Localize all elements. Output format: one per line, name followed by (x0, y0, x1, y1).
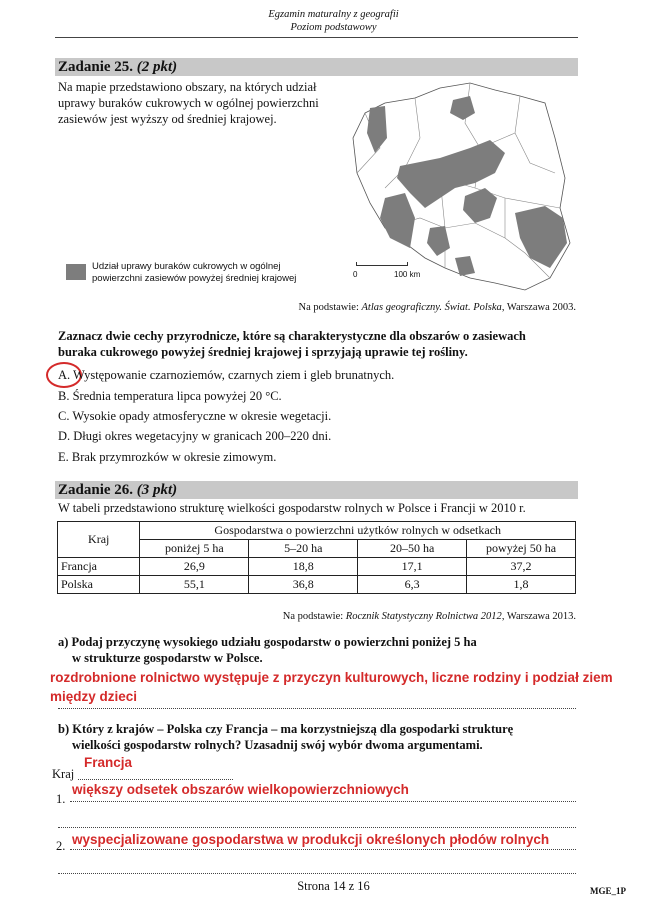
arg1-number: 1. (56, 792, 66, 806)
option-d[interactable]: D. Długi okres wegetacyjny w granicach 200–220 dni. (58, 429, 332, 443)
table-cell-country: Polska (58, 576, 140, 594)
farm-structure-table (57, 521, 576, 594)
table-col-header: powyżej 50 ha (467, 540, 576, 558)
table-cell: 36,8 (249, 576, 358, 594)
arg2-answer[interactable]: wyspecjalizowane gospodarstwa w produkcji określonych płodów rolnych (72, 832, 550, 847)
option-b[interactable]: B. Średnia temperatura lipca powyżej 20 °C. (58, 389, 282, 403)
exam-title: Egzamin maturalny z geografii (268, 9, 399, 20)
table-cell: 1,8 (467, 576, 576, 594)
task25-source: Na podstawie: Atlas geograficzny. Świat. Polska, Warszawa 2003. (298, 302, 576, 313)
table-row (58, 576, 576, 594)
task26-part-a: a) Podaj przyczynę wysokiego udziału gospodarstw o powierzchni poniżej 5 ha w strukturze gospodarstw w Polsce. (58, 635, 477, 665)
option-c[interactable]: C. Wysokie opady atmosferyczne w okresie wegetacji. (58, 409, 332, 423)
table-cell: 17,1 (358, 558, 467, 576)
arg2-dotline-2 (58, 872, 576, 874)
option-a[interactable]: A. Występowanie czarnoziemów, czarnych ziem i gleb brunatnych. (58, 368, 395, 382)
header-rule (55, 37, 578, 38)
table-col-header: 5–20 ha (249, 540, 358, 558)
exam-code: MGE_1P (590, 886, 626, 896)
arg1-dotline (70, 800, 576, 802)
kraj-dotline (78, 778, 233, 780)
table-cell-country: Francja (58, 558, 140, 576)
page-number: Strona 14 z 16 (297, 879, 370, 893)
table-cell: 26,9 (140, 558, 249, 576)
kraj-label: Kraj (52, 767, 75, 781)
table-cell: 55,1 (140, 576, 249, 594)
task26-source: Na podstawie: Rocznik Statystyczny Rolnictwa 2012, Warszawa 2013. (282, 611, 576, 622)
answer-a-dotline (58, 707, 576, 709)
arg1-dotline-2 (58, 826, 576, 828)
task25-title: Zadanie 25. (2 pkt) (58, 59, 178, 75)
option-e[interactable]: E. Brak przymrozków w okresie zimowym. (58, 450, 277, 464)
map-legend: Udział uprawy buraków cukrowych w ogólnej powierzchni zasiewów powyżej średniej krajowej (92, 261, 297, 284)
scale-label: 100 km (394, 270, 421, 279)
table-cell: 6,3 (358, 576, 467, 594)
table-group-header: Gospodarstwa o powierzchni użytków rolnych w odsetkach (140, 522, 576, 540)
answer-a[interactable]: rozdrobnione rolnictwo występuje z przyczyn kulturowych, liczne rodziny i podział ziem między dzieci (50, 670, 613, 704)
table-cell: 18,8 (249, 558, 358, 576)
task25-question: Zaznacz dwie cechy przyrodnicze, które są charakterystyczne dla obszarów o zasiewach buraka cukrowego powyżej średniej krajowej i sprzyjają uprawie tej rośliny. (58, 329, 526, 359)
poland-sugar-beet-map (345, 78, 580, 293)
task25-intro: Na mapie przedstawiono obszary, na których udział uprawy buraków cukrowych w ogólnej powierzchni zasiewów jest wyższy od średniej krajowej. (58, 80, 319, 126)
table-country-header: Kraj (58, 522, 140, 558)
scale-zero: 0 (353, 270, 358, 279)
task26-intro: W tabeli przedstawiono strukturę wielkości gospodarstw rolnych w Polsce i Francji w 2010 r. (58, 501, 526, 515)
table-cell: 37,2 (467, 558, 576, 576)
task26-title: Zadanie 26. (3 pkt) (58, 482, 178, 498)
arg2-number: 2. (56, 839, 66, 853)
kraj-answer[interactable]: Francja (84, 755, 133, 770)
arg2-dotline (70, 848, 576, 850)
map-scale-bar (356, 262, 408, 266)
table-row (58, 558, 576, 576)
task26-part-b: b) Który z krajów – Polska czy Francja – ma korzystniejszą dla gospodarki strukturę wielkości gospodarstw rolnych? Uzasadnij swój wybór dwoma argumentami. (58, 722, 514, 752)
table-col-header: poniżej 5 ha (140, 540, 249, 558)
legend-swatch (66, 264, 86, 280)
exam-level: Poziom podstawowy (290, 22, 377, 33)
arg1-answer[interactable]: większy odsetek obszarów wielkopowierzchniowych (72, 782, 409, 797)
table-col-header: 20–50 ha (358, 540, 467, 558)
